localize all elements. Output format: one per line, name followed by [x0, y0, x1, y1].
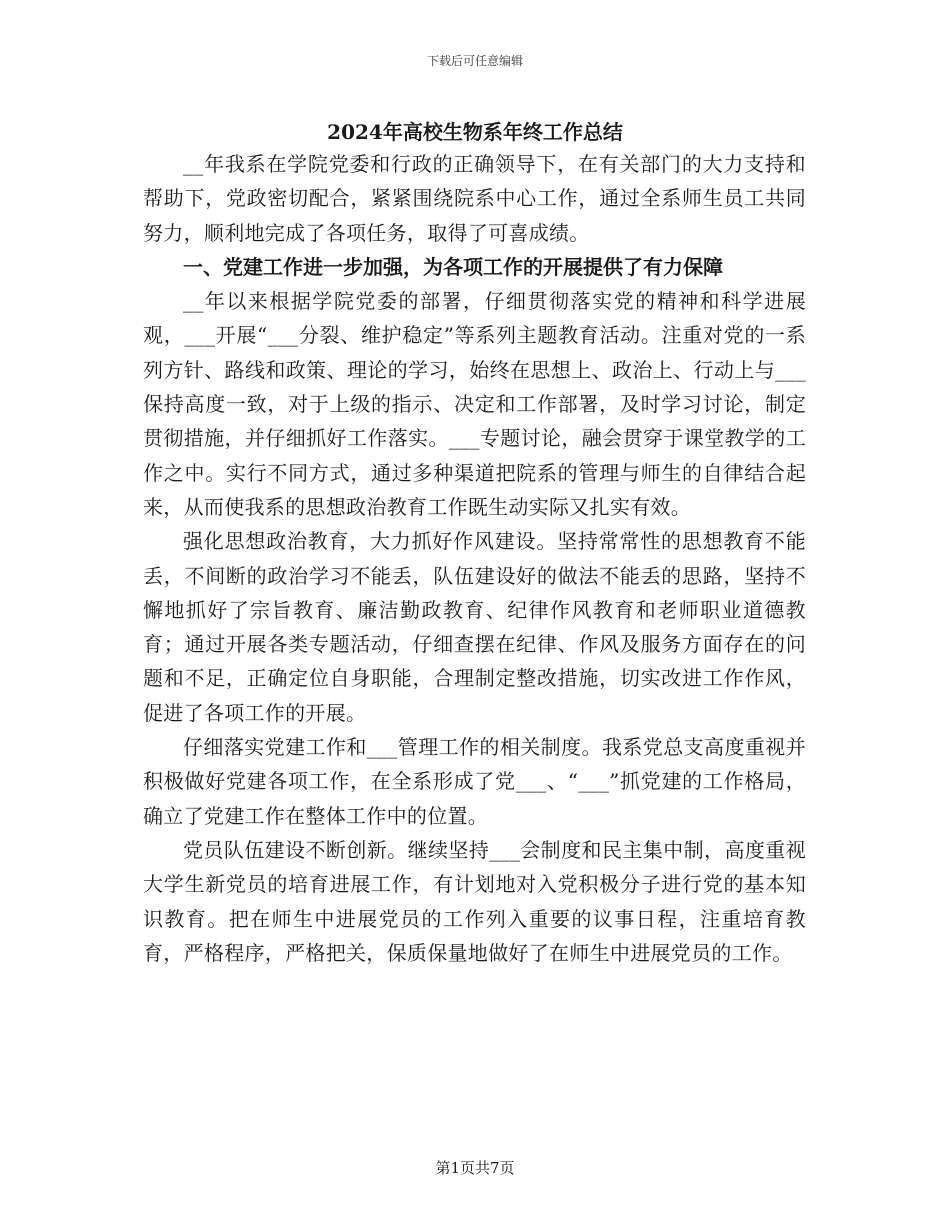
body-paragraph: 党员队伍建设不断创新。继续坚持___会制度和民主集中制，高度重视大学生新党员的培育进展工作，有计划地对入党积极分子进行党的基本知识教育。把在师生中进展党员的工作列入重要的议事日程，注重培育教育，严格程序，严格把关，保质保量地做好了在师生中进展党员的工作。 — [143, 837, 806, 965]
body-paragraph: __年以来根据学院党委的部署，仔细贯彻落实党的精神和科学进展观，___开展“___分裂、维护稳定”等系列主题教育活动。注重对党的一系列方针、路线和政策、理论的学习，始终在思想上、政治上、行动上与___保持高度一致，对于上级的指示、决定和工作部署，及时学习讨论，制定贯彻措施，并仔细抓好工作落实。___专题讨论，融会贯穿于课堂教学的工作之中。实行不同方式，通过多种渠道把院系的管理与师生的自律结合起来，从而使我系的思想政治教育工作既生动实际又扎实有效。 — [143, 289, 806, 519]
intro-paragraph: __年我系在学院党委和行政的正确领导下，在有关部门的大力支持和帮助下，党政密切配合，紧紧围绕院系中心工作，通过全系师生员工共同努力，顺利地完成了各项任务，取得了可喜成绩。 — [143, 152, 806, 245]
document-title: 2024年高校生物系年终工作总结 — [327, 120, 623, 144]
page-header-note: 下载后可任意编辑 — [426, 54, 523, 68]
body-paragraph: 强化思想政治教育，大力抓好作风建设。坚持常常性的思想教育不能丢，不间断的政治学习不能丢，队伍建设好的做法不能丢的思路，坚持不懈地抓好了宗旨教育、廉洁勤政教育、纪律作风教育和老师职业道德教育；通过开展各类专题活动，仔细查摆在纪律、作风及服务方面存在的问题和不足，正确定位自身职能，合理制定整改措施，切实改进工作作风，促进了各项工作的开展。 — [143, 529, 806, 725]
body-paragraph: 仔细落实党建工作和___管理工作的相关制度。我系党总支高度重视并积极做好党建各项工作，在全系形成了党___、“___”抓党建的工作格局，确立了党建工作在整体工作中的位置。 — [143, 735, 806, 828]
page-number: 第1页共7页 — [435, 1159, 515, 1177]
section-heading: 一、党建工作进一步加强，为各项工作的开展提供了有力保障 — [183, 254, 723, 279]
document-body — [143, 147, 806, 970]
